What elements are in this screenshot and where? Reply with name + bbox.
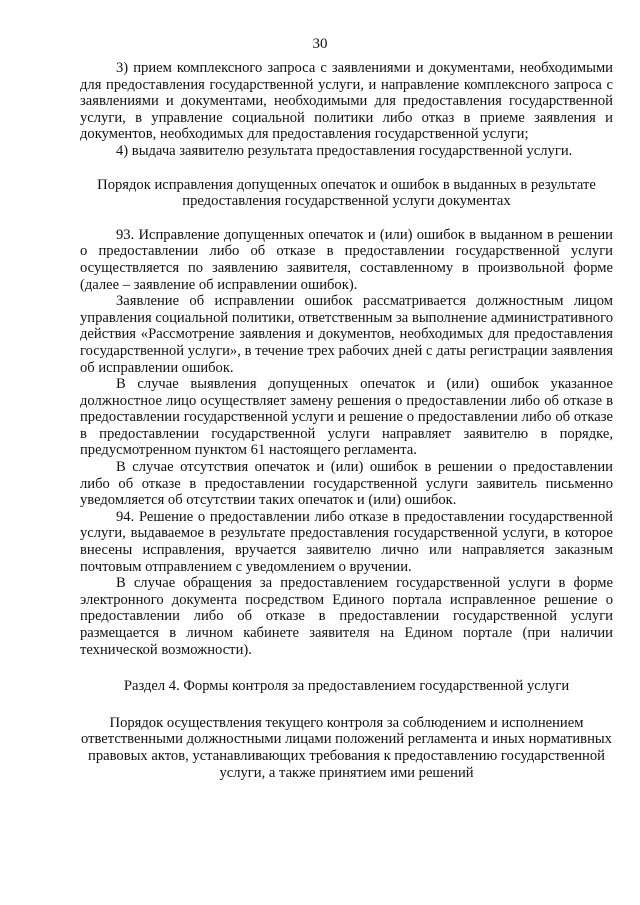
section-heading-control: Порядок осуществления текущего контроля за соблюдением и исполнением ответственными должностными лицами положений регламента и иных нормативных правовых актов, устанавливающих требования к предоставлению государственной услуги, а также принятием ими решений (81, 714, 612, 781)
section-4-heading: Раздел 4. Формы контроля за предоставлением государственной услуги (123, 678, 570, 695)
paragraph-no-errors: В случае отсутствия опечаток и (или) ошибок в решении о предоставлении либо об отказе в предоставлении государственной услуги заявитель письменно уведомляется об отсутствии таких опечаток и (или) ошибок. (80, 459, 613, 509)
paragraph-item-4: 4) выдача заявителю результата предоставления государственной услуги. (116, 142, 573, 159)
paragraph-review: Заявление об исправлении ошибок рассматривается должностным лицом управления социальной политики, ответственным за выполнение административного действия «Рассмотрение заявления и документов, необходимых для предоставления государственной услуги», в течение трех рабочих дней с даты регистрации заявления об исправлении ошибок. (80, 293, 613, 376)
paragraph-electronic: В случае обращения за предоставлением государственной услуги в форме электронного документа посредством Единого портала исправленное решение о предоставлении либо об отказе в предоставлении государственной услуги размещается в личном кабинете заявителя на Едином портале (при наличии технической возможности). (80, 575, 613, 658)
section-heading-corrections: Порядок исправления допущенных опечаток и ошибок в выданных в результате предоставления государственной услуги документах (97, 176, 596, 210)
paragraph-94: 94. Решение о предоставлении либо отказе в предоставлении государственной услуги, выдаваемое в результате предоставления государственной услуги, в которое внесены исправления, вручается заявителю лично или направляется заказным почтовым отправлением с уведомлением о вручении. (80, 508, 613, 575)
paragraph-errors-found: В случае выявления допущенных опечаток и (или) ошибок указанное должностное лицо осуществляет замену решения о предоставлении либо об отказе в предоставлении государственной услуги и решение о предоставлении либо об отказе в предоставлении государственной услуги направляет заявителю в порядке, предусмотренном пунктом 61 настоящего регламента. (80, 376, 613, 459)
page-number: 30 (312, 36, 328, 52)
paragraph-item-3: 3) прием комплексного запроса с заявлениями и документами, необходимыми для предоставления государственной услуги, и направление комплексного запроса с заявлениями и документами, необходимыми для предоставления государственной услуги, в управление социальной политики либо отказ в приеме заявления и документов, необходимых для предоставления государственной услуги; (80, 60, 613, 143)
paragraph-93: 93. Исправление допущенных опечаток и (или) ошибок в выданном в решении о предоставлении либо об отказе в предоставлении государственной услуги осуществляется по заявлению заявителя, составленному в произвольной форме (далее – заявление об исправлении ошибок). (80, 226, 613, 293)
document-body (80, 60, 613, 781)
